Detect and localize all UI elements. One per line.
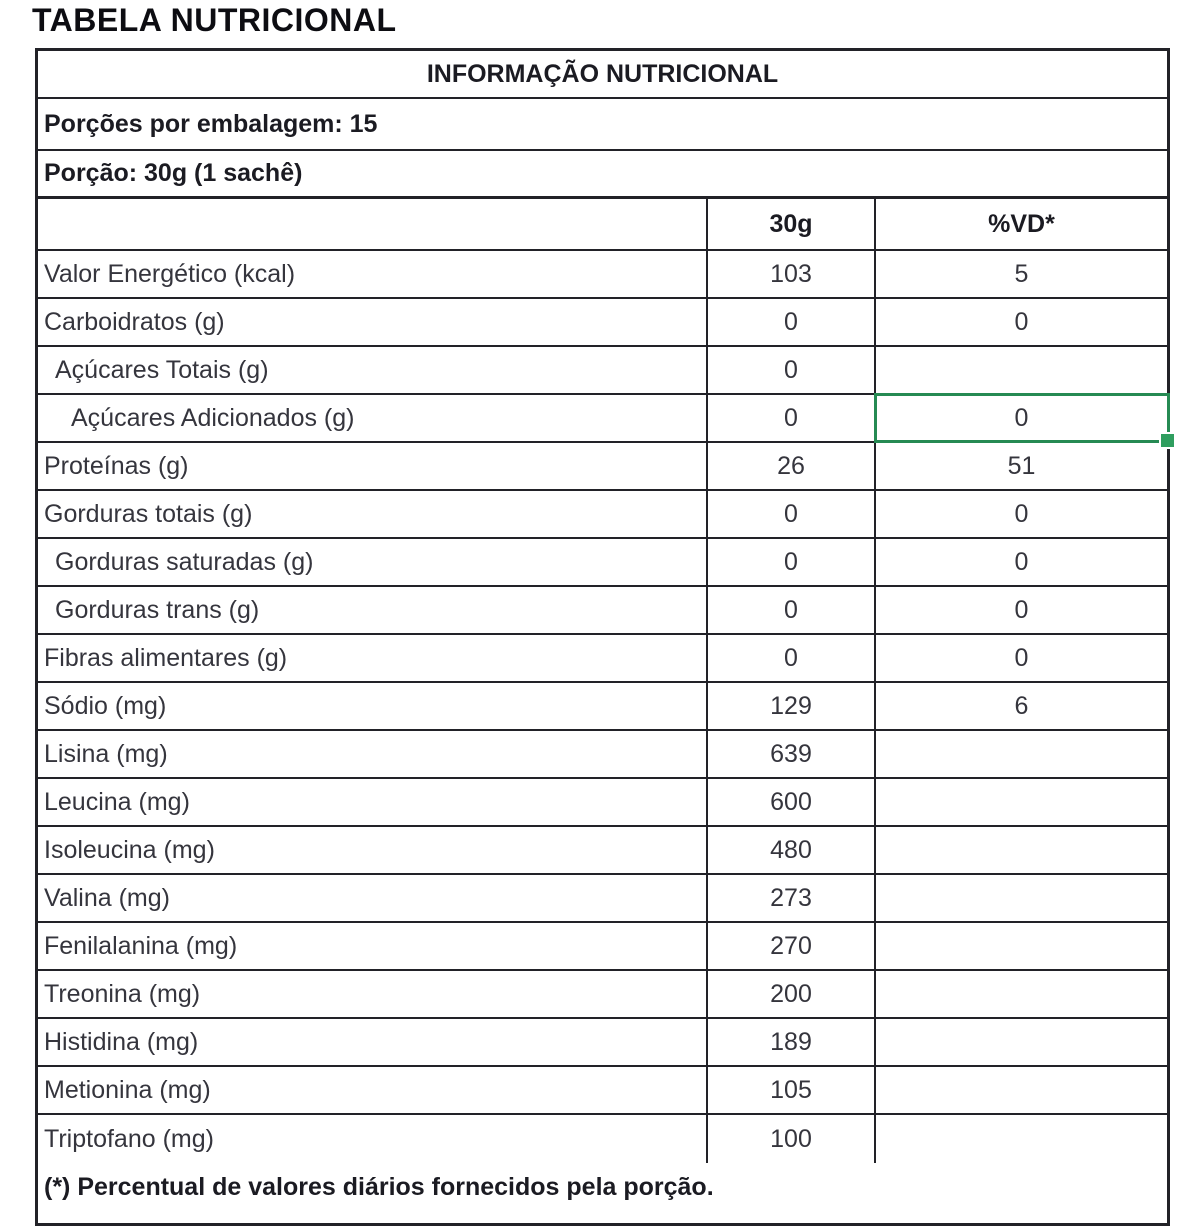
- amount-value: 639: [770, 739, 812, 768]
- nutrient-label-cell[interactable]: [38, 539, 706, 585]
- amount-cell[interactable]: [706, 251, 874, 297]
- dv-cell[interactable]: [874, 1067, 1167, 1113]
- nutrient-label-cell[interactable]: [38, 827, 706, 873]
- dv-cell[interactable]: [874, 683, 1167, 729]
- portion-row: [38, 151, 1167, 199]
- nutrient-label-cell[interactable]: [38, 299, 706, 345]
- column-header-row: [38, 199, 1167, 251]
- nutrient-label: Gorduras totais (g): [44, 499, 253, 528]
- column-header-amount[interactable]: 30g: [706, 199, 874, 249]
- amount-cell[interactable]: [706, 1067, 874, 1113]
- servings-row: [38, 99, 1167, 151]
- dv-cell[interactable]: [874, 491, 1167, 537]
- dv-cell[interactable]: [874, 539, 1167, 585]
- table-row: [38, 827, 1167, 875]
- amount-value: 103: [770, 259, 812, 288]
- amount-cell[interactable]: [706, 347, 874, 393]
- nutrient-label-cell[interactable]: [38, 1067, 706, 1113]
- footnote-cell[interactable]: (*) Percentual de valores diários fornecidos pela porção.: [44, 1173, 714, 1201]
- nutrient-label: Valor Energético (kcal): [44, 259, 296, 288]
- page-title: TABELA NUTRICIONAL: [32, 2, 397, 38]
- table-row: [38, 635, 1167, 683]
- dv-value: 0: [1014, 499, 1029, 528]
- table-row: [38, 971, 1167, 1019]
- nutrient-label: Isoleucina (mg): [44, 835, 215, 864]
- footnote-row: [38, 1163, 1167, 1223]
- nutrient-label-cell[interactable]: [38, 443, 706, 489]
- amount-value: 270: [770, 931, 812, 960]
- dv-cell[interactable]: [874, 251, 1167, 297]
- nutrient-label: Gorduras saturadas (g): [55, 547, 314, 576]
- amount-value: 0: [784, 355, 798, 384]
- nutrient-label: Triptofano (mg): [44, 1124, 214, 1153]
- nutrient-label: Sódio (mg): [44, 691, 167, 720]
- dv-value: 0: [1014, 403, 1029, 432]
- amount-value: 0: [784, 499, 798, 528]
- table-header-row: [38, 51, 1167, 99]
- nutrient-label-cell[interactable]: [38, 731, 706, 777]
- dv-value: 51: [1007, 451, 1036, 480]
- dv-cell[interactable]: [874, 1019, 1167, 1065]
- amount-cell[interactable]: [706, 1019, 874, 1065]
- nutrition-table: [35, 48, 1170, 1226]
- nutrient-label-cell[interactable]: [38, 1019, 706, 1065]
- amount-cell[interactable]: [706, 827, 874, 873]
- amount-value: 105: [770, 1075, 812, 1104]
- nutrient-label-cell[interactable]: [38, 779, 706, 825]
- amount-cell[interactable]: [706, 875, 874, 921]
- table-row: [38, 779, 1167, 827]
- amount-value: 200: [770, 979, 812, 1008]
- dv-cell[interactable]: [874, 395, 1167, 441]
- dv-cell[interactable]: [874, 779, 1167, 825]
- amount-value: 129: [770, 691, 812, 720]
- dv-cell[interactable]: [874, 971, 1167, 1017]
- nutrient-label-cell[interactable]: [38, 251, 706, 297]
- nutrient-label-cell[interactable]: [38, 1115, 706, 1163]
- amount-value: 0: [784, 643, 798, 672]
- nutrient-label: Metionina (mg): [44, 1075, 211, 1104]
- table-row: [38, 923, 1167, 971]
- nutrient-label-cell[interactable]: [38, 587, 706, 633]
- nutrient-label: Fenilalanina (mg): [44, 931, 238, 960]
- dv-value: 6: [1014, 691, 1029, 720]
- amount-cell[interactable]: [706, 299, 874, 345]
- nutrient-label-cell[interactable]: [38, 491, 706, 537]
- nutrient-label: Treonina (mg): [44, 979, 201, 1008]
- amount-value: 26: [777, 451, 805, 480]
- table-row: [38, 1019, 1167, 1067]
- nutrient-label: Gorduras trans (g): [55, 595, 260, 624]
- amount-cell[interactable]: [706, 779, 874, 825]
- table-row: [38, 491, 1167, 539]
- dv-cell[interactable]: [874, 299, 1167, 345]
- amount-value: 480: [770, 835, 812, 864]
- amount-cell[interactable]: [706, 683, 874, 729]
- nutrient-label: Carboidratos (g): [44, 307, 225, 336]
- dv-value: 0: [1014, 547, 1029, 576]
- dv-value: 0: [1014, 595, 1029, 624]
- portion-cell[interactable]: Porção: 30g (1 sachê): [44, 159, 303, 187]
- dv-cell[interactable]: [874, 443, 1167, 489]
- table-row: [38, 251, 1167, 299]
- table-row: [38, 539, 1167, 587]
- amount-cell[interactable]: [706, 539, 874, 585]
- amount-cell[interactable]: [706, 443, 874, 489]
- dv-cell[interactable]: [874, 875, 1167, 921]
- amount-cell[interactable]: [706, 971, 874, 1017]
- nutrient-label-cell[interactable]: [38, 923, 706, 969]
- amount-cell[interactable]: [706, 395, 874, 441]
- amount-cell[interactable]: [706, 491, 874, 537]
- amount-value: 0: [784, 403, 798, 432]
- nutrient-label-cell[interactable]: [38, 635, 706, 681]
- column-header-empty-cell[interactable]: [38, 199, 706, 249]
- table-row: [38, 875, 1167, 923]
- table-row: [38, 347, 1167, 395]
- amount-value: 0: [784, 307, 798, 336]
- nutrient-label-cell[interactable]: [38, 683, 706, 729]
- nutrient-label: Fibras alimentares (g): [44, 643, 288, 672]
- amount-cell[interactable]: [706, 1115, 874, 1163]
- amount-value: 600: [770, 787, 812, 816]
- dv-cell[interactable]: [874, 923, 1167, 969]
- table-row: [38, 299, 1167, 347]
- dv-cell[interactable]: [874, 1115, 1167, 1163]
- servings-cell[interactable]: Porções por embalagem: 15: [44, 109, 378, 138]
- amount-value: 100: [770, 1124, 812, 1153]
- dv-value: 0: [1014, 307, 1029, 336]
- table-header-cell[interactable]: INFORMAÇÃO NUTRICIONAL: [426, 59, 779, 88]
- table-body: [38, 251, 1167, 1163]
- table-row: [38, 1067, 1167, 1115]
- nutrient-label: Histidina (mg): [44, 1027, 199, 1056]
- table-row: [38, 443, 1167, 491]
- amount-value: 0: [784, 547, 798, 576]
- amount-value: 189: [770, 1027, 812, 1056]
- amount-cell[interactable]: [706, 635, 874, 681]
- nutrient-label-cell[interactable]: [38, 971, 706, 1017]
- column-header-dv[interactable]: %VD*: [874, 199, 1167, 249]
- dv-cell[interactable]: [874, 587, 1167, 633]
- table-row: [38, 731, 1167, 779]
- dv-cell[interactable]: [874, 827, 1167, 873]
- amount-cell[interactable]: [706, 923, 874, 969]
- amount-value: 273: [770, 883, 812, 912]
- nutrient-label-cell[interactable]: [38, 347, 706, 393]
- nutrient-label: Açúcares Totais (g): [55, 355, 269, 384]
- table-row: [38, 683, 1167, 731]
- table-row: [38, 587, 1167, 635]
- nutrient-label: Leucina (mg): [44, 787, 190, 816]
- amount-value: 0: [784, 595, 798, 624]
- table-row: [38, 395, 1167, 443]
- nutrient-label-cell[interactable]: [38, 875, 706, 921]
- nutrient-label: Proteínas (g): [44, 451, 189, 480]
- amount-cell[interactable]: [706, 587, 874, 633]
- nutrient-label: Açúcares Adicionados (g): [71, 403, 355, 432]
- nutrient-label-cell[interactable]: [38, 395, 706, 441]
- dv-cell[interactable]: [874, 347, 1167, 393]
- dv-value: 5: [1014, 259, 1029, 288]
- dv-cell[interactable]: [874, 731, 1167, 777]
- nutrient-label: Lisina (mg): [44, 739, 168, 768]
- dv-cell[interactable]: [874, 635, 1167, 681]
- table-row: [38, 1115, 1167, 1163]
- nutrient-label: Valina (mg): [44, 883, 170, 912]
- dv-value: 0: [1014, 643, 1029, 672]
- fill-handle[interactable]: [1159, 432, 1176, 449]
- amount-cell[interactable]: [706, 731, 874, 777]
